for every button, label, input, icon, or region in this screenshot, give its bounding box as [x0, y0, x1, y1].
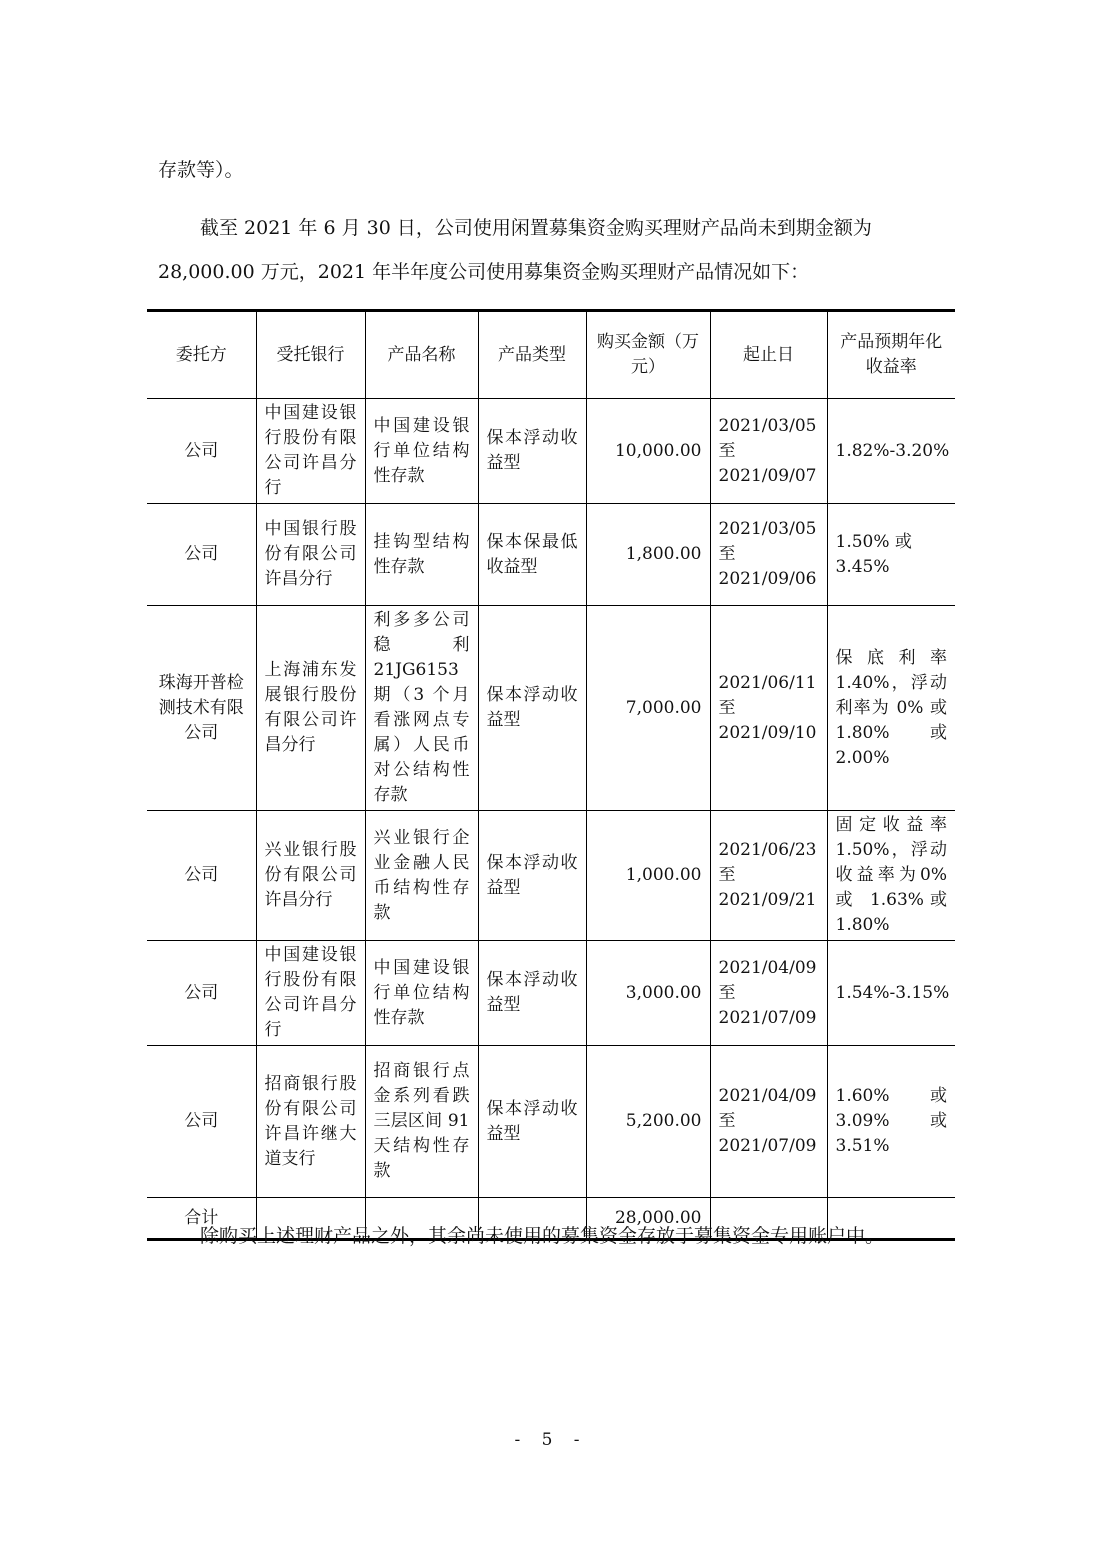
rate-cell: 1.60% 或 3.09% 或 3.51% [827, 1046, 955, 1198]
party-cell: 公司 [147, 1046, 256, 1198]
table-header-row [147, 311, 955, 399]
header-cell: 购买金额（万元） [586, 311, 710, 399]
rate-cell: 1.54%-3.15% [827, 941, 955, 1046]
type-cell: 保本浮动收益型 [478, 606, 586, 811]
bank-cell: 招商银行股份有限公司许昌许继大道支行 [256, 1046, 365, 1198]
product-cell: 兴业银行企业金融人民币结构性存款 [365, 811, 478, 941]
start-date: 2021/06/11 [718, 672, 817, 693]
party-cell: 公司 [147, 811, 256, 941]
party-cell: 珠海开普检测技术有限公司 [147, 606, 256, 811]
table-row [147, 811, 955, 941]
type-cell: 保本保最低收益型 [478, 504, 586, 606]
product-cell: 中国建设银行单位结构性存款 [365, 941, 478, 1046]
start-date: 2021/04/09 [718, 957, 817, 978]
paragraph-1: 存款等）。 [158, 159, 244, 181]
bank-cell: 兴业银行股份有限公司许昌分行 [256, 811, 365, 941]
to-label: 至 [718, 1111, 736, 1131]
period-cell [710, 811, 827, 941]
end-date: 2021/09/07 [718, 465, 817, 486]
party-cell: 公司 [147, 941, 256, 1046]
total-label: 合计 [147, 1198, 256, 1240]
product-cell: 招商银行点金系列看跌三层区间 91 天结构性存款 [365, 1046, 478, 1198]
bank-cell: 中国建设银行股份有限公司许昌分行 [256, 941, 365, 1046]
table-row [147, 941, 955, 1046]
header-cell: 受托银行 [256, 311, 365, 399]
table-row [147, 606, 955, 811]
end-date: 2021/07/09 [718, 1007, 817, 1028]
to-label: 至 [718, 440, 736, 461]
to-label: 至 [718, 982, 736, 1003]
period-cell [710, 941, 827, 1046]
rate-cell: 保底利率 1.40%，浮动利率为 0% 或 1.80%或 2.00% [827, 606, 955, 811]
party-cell: 公司 [147, 399, 256, 504]
end-date: 2021/07/09 [718, 1136, 817, 1156]
party-cell: 公司 [147, 504, 256, 606]
product-cell: 挂钩型结构性存款 [365, 504, 478, 606]
paragraph-2: 截至 2021 年 6 月 30 日，公司使用闲置募集资金购买理财产品尚未到期金额为 28,000.00 万元，2021 年半年度公司使用募集资金购买理财产品情况如下： [158, 217, 872, 283]
period-cell [710, 504, 827, 606]
start-date: 2021/06/23 [718, 840, 817, 860]
type-cell: 保本浮动收益型 [478, 811, 586, 941]
type-cell: 保本浮动收益型 [478, 399, 586, 504]
end-date: 2021/09/10 [718, 722, 817, 743]
start-date: 2021/04/09 [718, 1086, 817, 1106]
period-cell [710, 606, 827, 811]
type-cell: 保本浮动收益型 [478, 1046, 586, 1198]
start-date: 2021/03/05 [718, 519, 817, 539]
table-row [147, 399, 955, 504]
bank-cell: 中国建设银行股份有限公司许昌分行 [256, 399, 365, 504]
page-number: - 5 - [514, 1430, 588, 1450]
amount-cell: 5,200.00 [586, 1046, 710, 1198]
to-label: 至 [718, 865, 736, 885]
header-cell: 产品类型 [478, 311, 586, 399]
to-label: 至 [718, 697, 736, 718]
period-cell [710, 399, 827, 504]
amount-cell: 10,000.00 [586, 399, 710, 504]
paragraph-3: 除购买上述理财产品之外，其余尚未使用的募集资金存放于募集资金专用账户中。 [200, 1225, 885, 1247]
amount-cell: 3,000.00 [586, 941, 710, 1046]
start-date: 2021/03/05 [718, 415, 817, 436]
wealth-products-table [147, 309, 955, 1241]
total-amount: 28,000.00 [586, 1198, 710, 1240]
header-cell: 起止日 [710, 311, 827, 399]
header-cell: 产品预期年化收益率 [827, 311, 955, 399]
period-cell [710, 1046, 827, 1198]
rate-cell: 固定收益率 1.50%，浮动收益率为0% 或 1.63%或 1.80% [827, 811, 955, 941]
amount-cell: 7,000.00 [586, 606, 710, 811]
end-date: 2021/09/06 [718, 569, 817, 589]
header-cell: 产品名称 [365, 311, 478, 399]
rate-cell: 1.50% 或 3.45% [827, 504, 955, 606]
table-row [147, 504, 955, 606]
to-label: 至 [718, 544, 736, 564]
bank-cell: 中国银行股份有限公司许昌分行 [256, 504, 365, 606]
product-cell: 中国建设银行单位结构性存款 [365, 399, 478, 504]
end-date: 2021/09/21 [718, 890, 817, 910]
amount-cell: 1,000.00 [586, 811, 710, 941]
bank-cell: 上海浦东发展银行股份有限公司许昌分行 [256, 606, 365, 811]
rate-cell: 1.82%-3.20% [827, 399, 955, 504]
header-cell: 委托方 [147, 311, 256, 399]
type-cell: 保本浮动收益型 [478, 941, 586, 1046]
amount-cell: 1,800.00 [586, 504, 710, 606]
table-row [147, 1046, 955, 1198]
product-cell: 利多多公司稳利 21JG6153 期（3 个月看涨网点专属）人民币对公结构性存款 [365, 606, 478, 811]
